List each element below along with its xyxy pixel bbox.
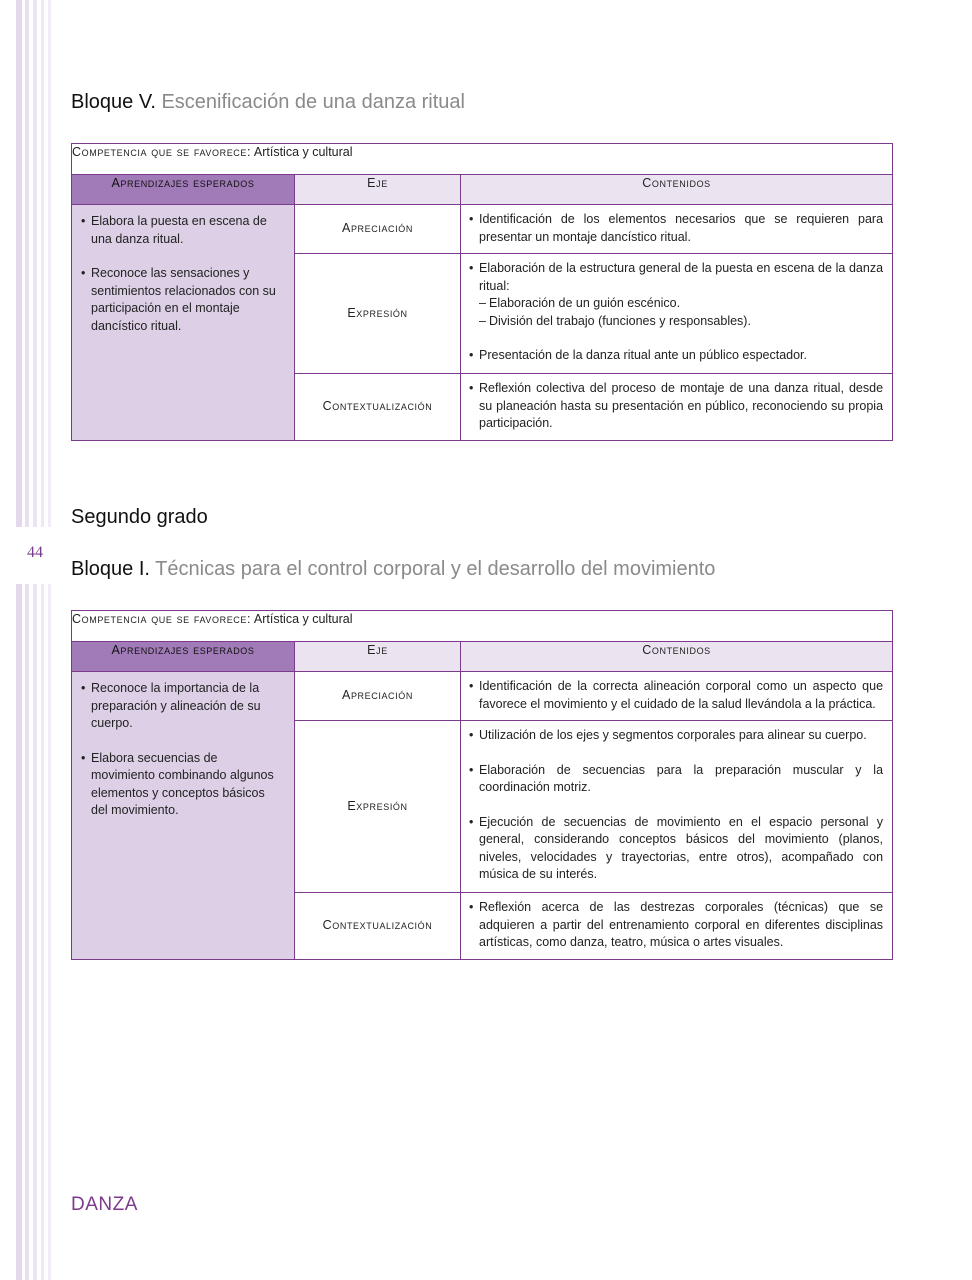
competencia-label: Competencia que se favorece: (72, 612, 252, 626)
contenido-item: • Identificación de los elementos necesarios que se requieren para presentar un montaje dancístico ritual. (469, 211, 883, 246)
contenido-text: Elaboración de la estructura general de la puesta en escena de la danza ritual: (479, 261, 884, 293)
contenido-item: • Reflexión colectiva del proceso de montaje de una danza ritual, desde su planeación hasta su presentación en público, reconociendo su propia participación. (469, 380, 883, 433)
contenidos-cell (461, 374, 893, 441)
aprendizaje-item: • Elabora secuencias de movimiento combinando algunos elementos y conceptos básicos del movimiento. (81, 750, 284, 820)
block5-table (71, 143, 893, 441)
footer-subject: DANZA (71, 1194, 138, 1215)
competencia-value: Artística y cultural (253, 612, 353, 626)
aprendizaje-item: • Elabora la puesta en escena de una danza ritual. (81, 213, 284, 248)
block5-competencia (72, 144, 893, 175)
contenidos-cell (461, 672, 893, 721)
contenido-subitem: – División del trabajo (funciones y responsables). (479, 313, 883, 331)
header-eje: Eje (295, 175, 461, 205)
eje-expresion: Expresión (295, 254, 461, 374)
header-contenidos: Contenidos (461, 175, 893, 205)
grado-heading: Segundo grado (71, 506, 208, 528)
block5-title (71, 91, 465, 114)
header-aprendizajes: Aprendizajes esperados (72, 175, 295, 205)
competencia-value: Artística y cultural (253, 145, 353, 159)
contenido-item: • Ejecución de secuencias de movimiento en el espacio personal y general, considerando conceptos básicos del movimiento (planos, niveles, velocidades y trayectorias, entre otros), acompañado con música de su interés. (469, 814, 883, 884)
eje-contextualizacion: Contextualización (295, 374, 461, 441)
page-number: 44 (27, 544, 43, 561)
competencia-label: Competencia que se favorece: (72, 145, 252, 159)
contenidos-cell (461, 893, 893, 960)
contenido-item: • Reflexión acerca de las destrezas corporales (técnicas) que se adquieren a partir del entrenamiento corporal en diferentes disciplinas artísticas, como danza, teatro, música o artes visuales. (469, 899, 883, 952)
block1-title-text: Técnicas para el control corporal y el desarrollo del movimiento (155, 558, 716, 580)
block1-aprendizajes (72, 672, 295, 960)
margin-stripes (0, 0, 56, 1280)
header-contenidos: Contenidos (461, 642, 893, 672)
block5-title-text: Escenificación de una danza ritual (161, 91, 465, 113)
block1-title (71, 558, 715, 581)
block1-table (71, 610, 893, 960)
contenido-subitem: – Elaboración de un guión escénico. (479, 295, 883, 313)
eje-contextualizacion: Contextualización (295, 893, 461, 960)
contenidos-cell (461, 254, 893, 374)
contenido-item (469, 260, 883, 330)
eje-apreciacion: Apreciación (295, 672, 461, 721)
block1-competencia (72, 611, 893, 642)
aprendizaje-item: • Reconoce las sensaciones y sentimientos relacionados con su participación en el montaje dancístico ritual. (81, 265, 284, 335)
contenido-item: • Presentación de la danza ritual ante un público espectador. (469, 347, 883, 365)
block1-title-prefix: Bloque I. (71, 558, 150, 580)
block5-title-prefix: Bloque V. (71, 91, 156, 113)
header-aprendizajes: Aprendizajes esperados (72, 642, 295, 672)
contenido-item: • Elaboración de secuencias para la preparación muscular y la coordinación motriz. (469, 762, 883, 797)
contenido-item: • Identificación de la correcta alineación corporal como un aspecto que favorece el movimiento y el cuidado de la salud llevándola a la práctica. (469, 678, 883, 713)
eje-expresion: Expresión (295, 721, 461, 893)
aprendizaje-item: • Reconoce la importancia de la preparación y alineación de su cuerpo. (81, 680, 284, 733)
header-eje: Eje (295, 642, 461, 672)
contenidos-cell (461, 721, 893, 893)
contenidos-cell (461, 205, 893, 254)
contenido-item: • Utilización de los ejes y segmentos corporales para alinear su cuerpo. (469, 727, 883, 745)
eje-apreciacion: Apreciación (295, 205, 461, 254)
block5-aprendizajes (72, 205, 295, 441)
